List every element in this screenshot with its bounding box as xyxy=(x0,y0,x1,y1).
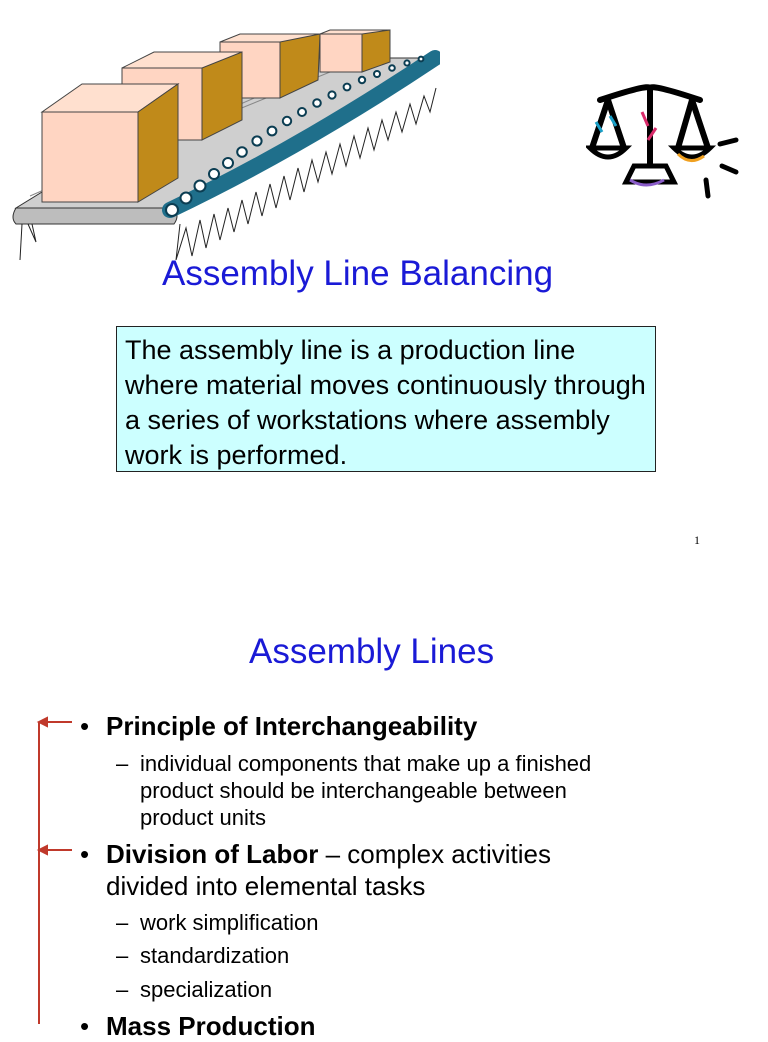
bullet-continuation: divided into elemental tasks xyxy=(106,871,426,901)
bullet-rest: – complex activities xyxy=(318,839,551,869)
bullet-dot-icon: • xyxy=(80,711,90,741)
dash-icon: – xyxy=(116,977,129,1002)
bullet-label: Mass Production xyxy=(106,1011,316,1041)
bullet-dot-icon: • xyxy=(80,1011,90,1041)
sub-bullet-item xyxy=(116,909,319,936)
bullet-label: Principle of Interchangeability xyxy=(106,711,478,741)
bracket-arrows-icon xyxy=(30,714,80,1024)
bullet-item xyxy=(80,1010,315,1042)
sub-bullet-item xyxy=(116,750,591,777)
definition-box xyxy=(116,326,656,472)
bullet-dot-icon: • xyxy=(80,839,90,869)
sub-bullet-text: individual components that make up a finished xyxy=(140,751,592,776)
sub-bullet-continuation: product should be interchangeable between xyxy=(140,778,567,803)
slide-title-2: Assembly Lines xyxy=(249,632,495,671)
sub-bullet-item xyxy=(116,942,289,969)
bullet-item xyxy=(80,710,477,742)
sub-bullet-text: specialization xyxy=(140,977,273,1002)
slide-title: Assembly Line Balancing xyxy=(162,254,554,293)
page-number: 1 xyxy=(694,533,700,547)
sub-bullet-text: standardization xyxy=(140,943,290,968)
definition-text: The assembly line is a production line where material moves continuously through a series of workstations where assembly work is performed. xyxy=(125,335,646,470)
conveyor-belt-icon xyxy=(10,28,440,268)
balance-scales-icon xyxy=(586,82,746,207)
sub-bullet-continuation: product units xyxy=(140,805,266,830)
bullet-item xyxy=(80,838,551,870)
bullet-label: Division of Labor xyxy=(106,839,319,869)
dash-icon: – xyxy=(116,943,129,968)
sub-bullet-item xyxy=(116,976,272,1003)
dash-icon: – xyxy=(116,751,129,776)
sub-bullet-text: work simplification xyxy=(140,910,319,935)
dash-icon: – xyxy=(116,910,129,935)
